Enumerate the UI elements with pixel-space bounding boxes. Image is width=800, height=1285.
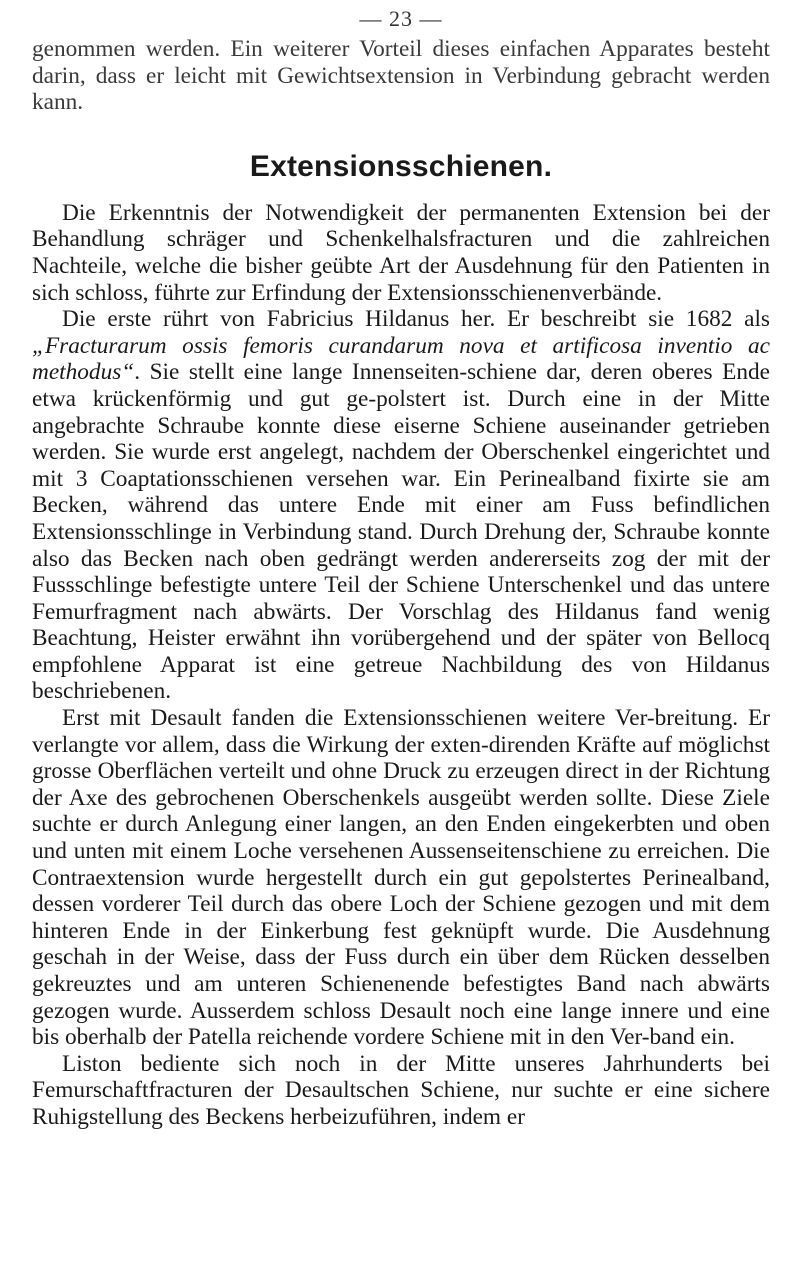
paragraph-2-book-title: „Fracturarum ossis femoris curandarum nova et artificosa inventio ac methodus“	[32, 332, 770, 386]
paragraph-4: Liston bediente sich noch in der Mitte unseres Jahrhunderts bei Femurschaftfracturen der Desaultschen Schiene, nur suchte er eine sichere Ruhigstellung des Beckens herbeizuführen, indem er	[32, 1050, 770, 1130]
page-number: — 23 —	[359, 6, 443, 31]
paragraph-3: Erst mit Desault fanden die Extensionsschienen weitere Ver-breitung. Er verlangte vor allem, dass die Wirkung der exten-direnden Kräfte auf möglichst grosse Oberflächen verteilt und ohne Druck zu erzeugen direct in der Richtung der Axe des gebrochenen Oberschenkels ausgeübt werden sollte. Diese Ziele suchte er durch Anlegung einer langen, an den Enden eingekerbten und oben und unten mit einem Loche versehenen Aussenseitenschiene zu erreichen. Die Contraextension wurde hergestellt durch ein gut gepolstertes Perinealband, dessen vorderer Teil durch das obere Loch der Schiene gezogen und mit dem hinteren Ende in der Einkerbung fest geknüpft wurde. Die Ausdehnung geschah in der Weise, dass der Fuss durch ein über dem Rücken desselben gekreuztes und am unteren Schienenende befestigtes Band nach abwärts gezogen wurde. Ausserdem schloss Desault noch eine lange innere und eine bis oberhalb der Patella reichende vordere Schiene mit in den Ver-band ein.	[32, 705, 770, 1051]
paragraph-2-before: Die erste rührt von Fabricius Hildanus her. Er beschreibt sie 1682 als	[62, 306, 770, 333]
intro-paragraph: genommen werden. Ein weiterer Vorteil dieses einfachen Apparates besteht darin, dass er leicht mit Gewichtsextension in Verbindung gebracht werden kann.	[32, 36, 770, 116]
section-title: Extensionsschienen.	[249, 149, 553, 183]
paragraph-2-after: . Sie stellt eine lange Innenseiten-schiene dar, deren oberes Ende etwa krückenförmig und gut ge-polstert ist. Durch eine in der Mitte angebrachte Schraube konnte diese eiserne Schiene auseinander getrieben werden. Sie wurde erst angelegt, nachdem der Oberschenkel eingerichtet und mit 3 Coaptationsschienen versehen war. Ein Perinealband fixirte sie am Becken, während das untere Ende mit einer am Fuss befindlichen Extensionsschlinge in Verbindung stand. Durch Drehung der, Schraube konnte also das Becken nach oben gedrängt werden andererseits zog der mit der Fussschlinge befestigte untere Teil der Schiene Unterschenkel und das untere Femurfragment nach abwärts. Der Vorschlag des Hildanus fand wenig Beachtung, Heister erwähnt ihn vorübergehend und der später von Bellocq empfohlene Apparat ist eine getreue Nachbildung des von Hildanus beschriebenen.	[32, 359, 770, 705]
paragraph-1: Die Erkenntnis der Notwendigkeit der permanenten Extension bei der Behandlung schräger und Schenkelhalsfracturen und die zahlreichen Nachteile, welche die bisher geübte Art der Ausdehnung für den Patienten in sich schloss, führte zur Erfindung der Extensionsschienenverbände.	[32, 199, 770, 306]
paragraph-2	[32, 306, 770, 705]
